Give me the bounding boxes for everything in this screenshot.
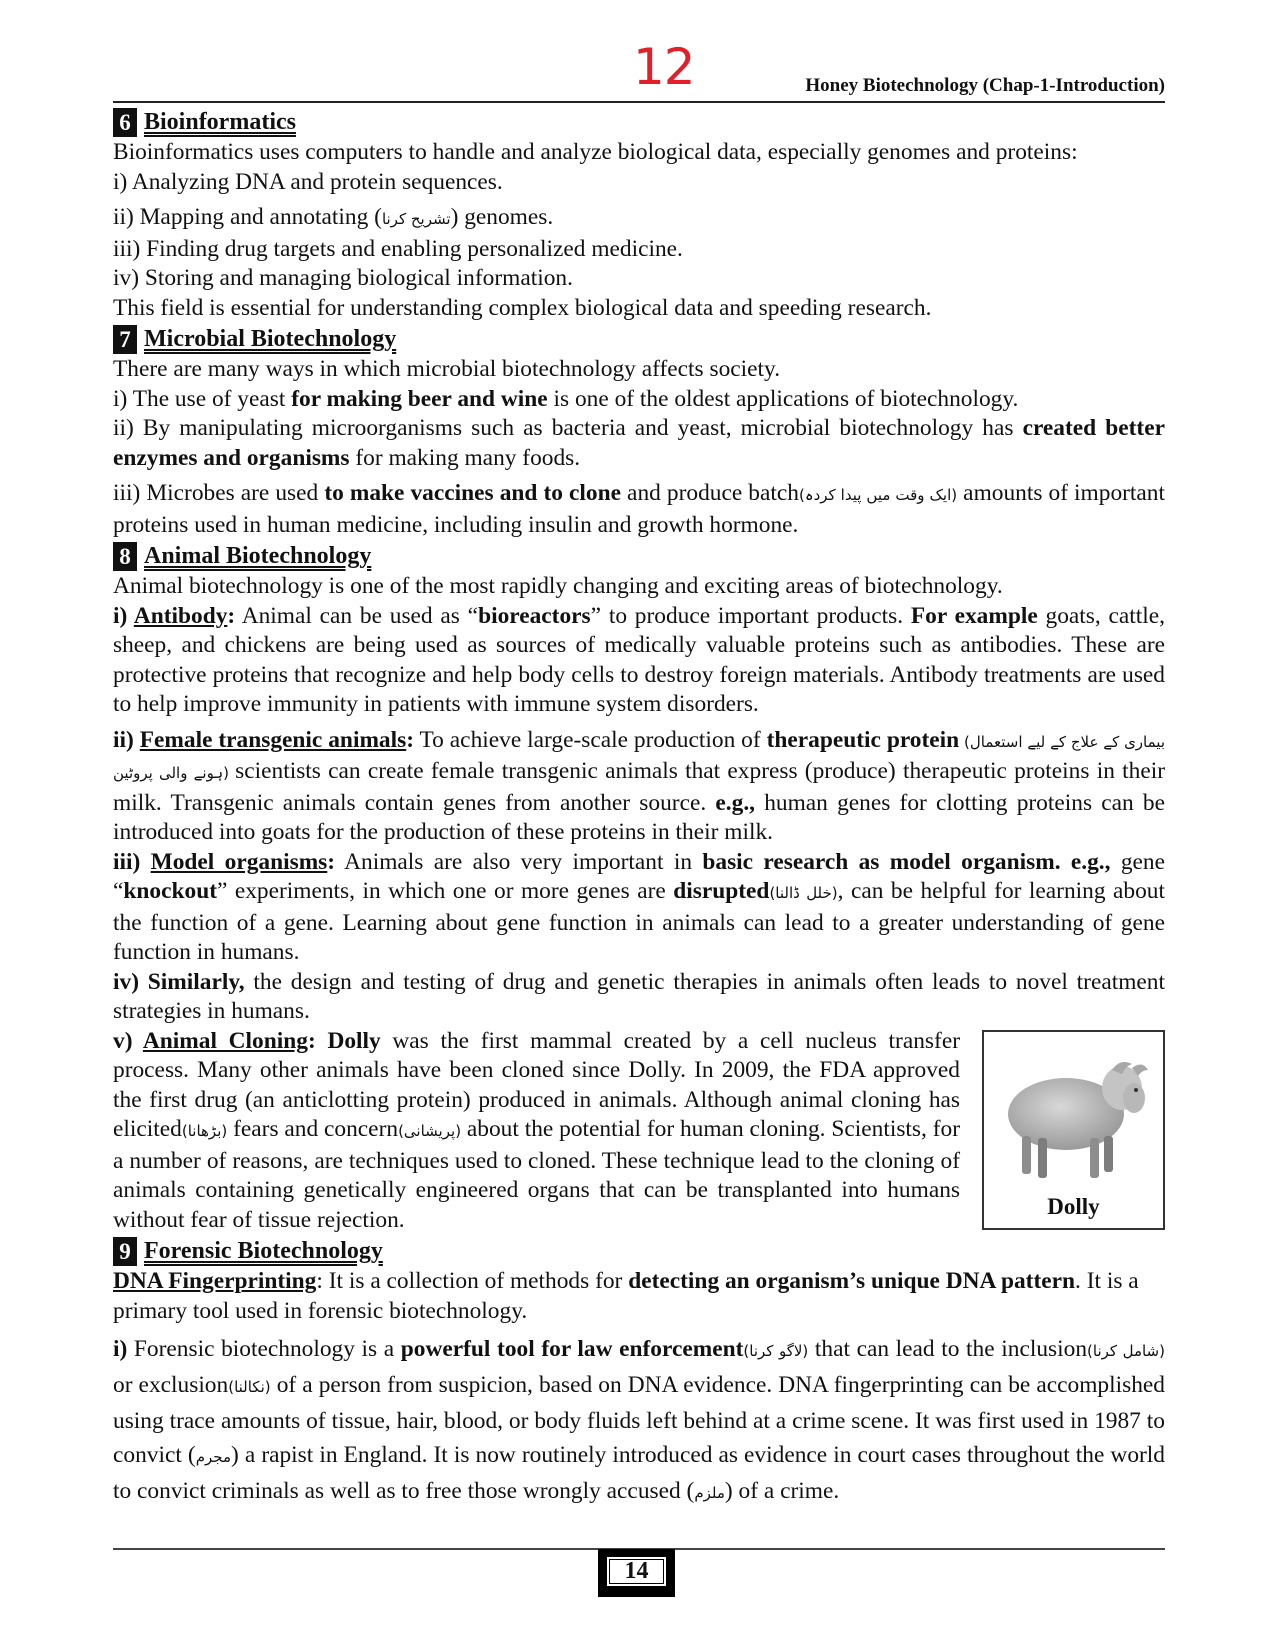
list-item: [113, 479, 1165, 540]
text: amounts of important proteins used in human medicine, including insulin and growth hormone.: [113, 480, 1166, 538]
list-item: [113, 385, 1165, 415]
text: the design and testing of drug and genetic therapies in animals often leads to novel treatment strategies in humans.: [113, 968, 1165, 1024]
text: ) genomes.: [450, 204, 554, 230]
section-heading-bioinformatics: [113, 107, 1165, 138]
section-title: Forensic Biotechnology: [144, 1237, 383, 1264]
bold-text: disrupted: [673, 878, 770, 904]
text: scientists can create female transgenic animals that express (produce) therapeutic proteins in their milk. Transgenic animals contain genes from another source.: [113, 758, 1165, 816]
list-item: iii) Finding drug targets and enabling personalized medicine.: [113, 235, 683, 262]
bold-text: detecting an organism’s unique DNA pattern: [628, 1268, 1076, 1294]
paragraph: [113, 1267, 1165, 1326]
paragraph: Animal biotechnology is one of the most rapidly changing and exciting areas of biotechnology.: [113, 573, 1003, 599]
text: or exclusion: [113, 1372, 229, 1398]
dolly-figure: [982, 1030, 1165, 1230]
paragraph: This field is essential for understanding complex biological data and speeding research.: [113, 294, 932, 321]
bold-text: iv) Similarly,: [113, 968, 245, 995]
bold-text: :: [307, 1027, 328, 1054]
bold-text: therapeutic protein: [766, 726, 960, 753]
text: goats, cattle, sheep, and chickens are being used as sources of medically valuable proteins such as antibodies. These are protective proteins that recognize and help body cells to destroy foreign materials. Antibody treatments are used to help improve immunity in patients with immune system disorders.: [113, 602, 1165, 717]
bold-text: knockout: [123, 878, 217, 904]
text: for making many foods.: [349, 444, 581, 471]
urdu-gloss: (شامل کرنا): [1087, 1342, 1165, 1360]
section-number-badge: 6: [113, 108, 137, 137]
text: ) a rapist in England. It is now routinely introduced as evidence in court cases throughout the world to convict criminals as well as to free those wrongly accused (: [113, 1442, 1165, 1504]
urdu-gloss: مجرم: [195, 1448, 231, 1466]
section-heading-forensic: [113, 1236, 1165, 1267]
urdu-gloss: ملزم: [694, 1484, 725, 1502]
page-number-box: [598, 1549, 675, 1597]
text: ” experiments, in which one or more genes are: [217, 878, 674, 904]
term: Animal Cloning: [142, 1027, 308, 1054]
page-number: 14: [606, 1556, 667, 1587]
text: Animals are also very important in: [335, 848, 703, 875]
text: . It is a primary tool used in forensic biotechnology.: [113, 1268, 1139, 1324]
section-number-badge: 9: [113, 1237, 137, 1266]
list-item: i) Analyzing DNA and protein sequences.: [113, 168, 503, 195]
bold-text: v): [113, 1027, 143, 1054]
urdu-gloss: (پریشانی): [398, 1122, 462, 1140]
page-body: [113, 106, 1165, 1510]
urdu-gloss: (خلل ڈالنا): [769, 884, 838, 902]
text: ii) By manipulating microorganisms such as bacteria and yeast, microbial biotechnology has: [113, 415, 1023, 441]
bold-text: created better enzymes and organisms: [113, 415, 1165, 471]
text: ) of a crime.: [724, 1478, 840, 1504]
chapter-number: 12: [633, 38, 695, 96]
text: Animal can be used as “: [235, 602, 479, 629]
list-item: [113, 726, 1165, 848]
text: was the first mammal created by a cell nucleus transfer process. Many other animals have been cloned since Dolly. In 2009, the FDA approved the first drug (an anticlotting protein) produced in animals. Although animal cloning has elicited: [113, 1027, 960, 1142]
urdu-gloss: (بیماری کے علاج کے لیے استعمال ہونے والی پروٹین): [113, 732, 1165, 782]
bold-text: basic research as model organism. e.g.,: [702, 848, 1111, 875]
text: ” to produce important products.: [590, 602, 911, 629]
text: and produce batch: [621, 480, 799, 506]
paragraph: There are many ways in which microbial biotechnology affects society.: [113, 356, 781, 382]
bold-text: bioreactors: [478, 602, 591, 629]
text: iii) Microbes are used: [113, 480, 325, 506]
list-item: [113, 1027, 960, 1236]
list-item: [113, 602, 1165, 720]
text: ii) Mapping and annotating (: [113, 204, 382, 230]
list-item: [113, 414, 1165, 473]
text: gene “: [113, 848, 1165, 904]
section-title: Bioinformatics: [144, 108, 296, 135]
bold-text: :: [406, 726, 415, 753]
bold-text: i): [113, 602, 134, 629]
section-heading-animal: [113, 541, 1165, 572]
text: about the potential for human cloning. Scientists, for a number of reasons, are techniques used to cloned. These technique lead to the cloning of animals containing genetically engineered organs that can be transplanted into humans without fear of tissue rejection.: [113, 1116, 960, 1233]
bold-text: iii): [113, 848, 151, 875]
sheep-image: [994, 1046, 1154, 1186]
text: is one of the oldest applications of biotechnology.: [547, 385, 1019, 412]
urdu-gloss: (لاگو کرنا): [743, 1342, 809, 1360]
bold-text: i): [113, 1336, 128, 1362]
text: : It is a collection of methods for: [316, 1268, 629, 1294]
text: that can lead to the inclusion: [808, 1336, 1088, 1362]
text: i) The use of yeast: [113, 385, 292, 412]
urdu-gloss: (بڑھانا): [181, 1122, 228, 1140]
term: Model organisms: [150, 848, 328, 875]
term: DNA Fingerprinting: [113, 1268, 317, 1294]
text: fears and concern: [227, 1116, 399, 1142]
section-heading-microbial: [113, 324, 1165, 355]
section-title: Animal Biotechnology: [144, 542, 372, 569]
bold-text: For example: [910, 602, 1038, 629]
section-title: Microbial Biotechnology: [144, 325, 397, 352]
list-item: [113, 848, 1165, 968]
urdu-gloss: (نکالنا): [228, 1378, 271, 1396]
running-title: Honey Biotechnology (Chap-1-Introduction): [805, 75, 1165, 96]
urdu-gloss: تشریح کرنا: [381, 210, 451, 228]
figure-caption: Dolly: [1047, 1194, 1100, 1219]
bold-text: :: [327, 848, 336, 875]
text: of a person from suspicion, based on DNA evidence. DNA fingerprinting can be accomplished using trace amounts of tissue, hair, blood, or body fluids left behind at a crime scene. It was first used in 1987 to convict (: [113, 1372, 1165, 1468]
bold-text: e.g.,: [715, 789, 756, 816]
urdu-gloss: (ایک وقت میں پیدا کردہ): [798, 486, 958, 504]
bold-text: for making beer and wine: [291, 385, 548, 412]
bold-text: Dolly: [327, 1027, 381, 1054]
text: Forensic biotechnology is a: [127, 1336, 401, 1362]
list-item: [113, 1332, 1165, 1510]
list-item: [113, 968, 1165, 1027]
paragraph: Bioinformatics uses computers to handle and analyze biological data, especially genomes and proteins:: [113, 139, 1078, 165]
term: Female transgenic animals: [139, 726, 407, 753]
list-item: [113, 203, 1165, 235]
text: , can be helpful for learning about the function of a gene. Learning about gene function in animals can lead to a greater understanding of gene function in humans.: [113, 878, 1165, 965]
list-item: iv) Storing and managing biological information.: [113, 265, 573, 291]
bold-text: :: [227, 602, 236, 629]
bold-text: ii): [113, 726, 140, 753]
text: To achieve large-scale production of: [414, 726, 767, 753]
term: Antibody: [133, 602, 228, 629]
section-number-badge: 7: [113, 325, 137, 354]
bold-text: powerful tool for law enforcement: [400, 1336, 744, 1362]
section-number-badge: 8: [113, 542, 137, 571]
bold-text: to make vaccines and to clone: [324, 480, 621, 506]
header-rule: [113, 101, 1165, 103]
text: human genes for clotting proteins can be introduced into goats for the production of these proteins in their milk.: [113, 789, 1165, 845]
